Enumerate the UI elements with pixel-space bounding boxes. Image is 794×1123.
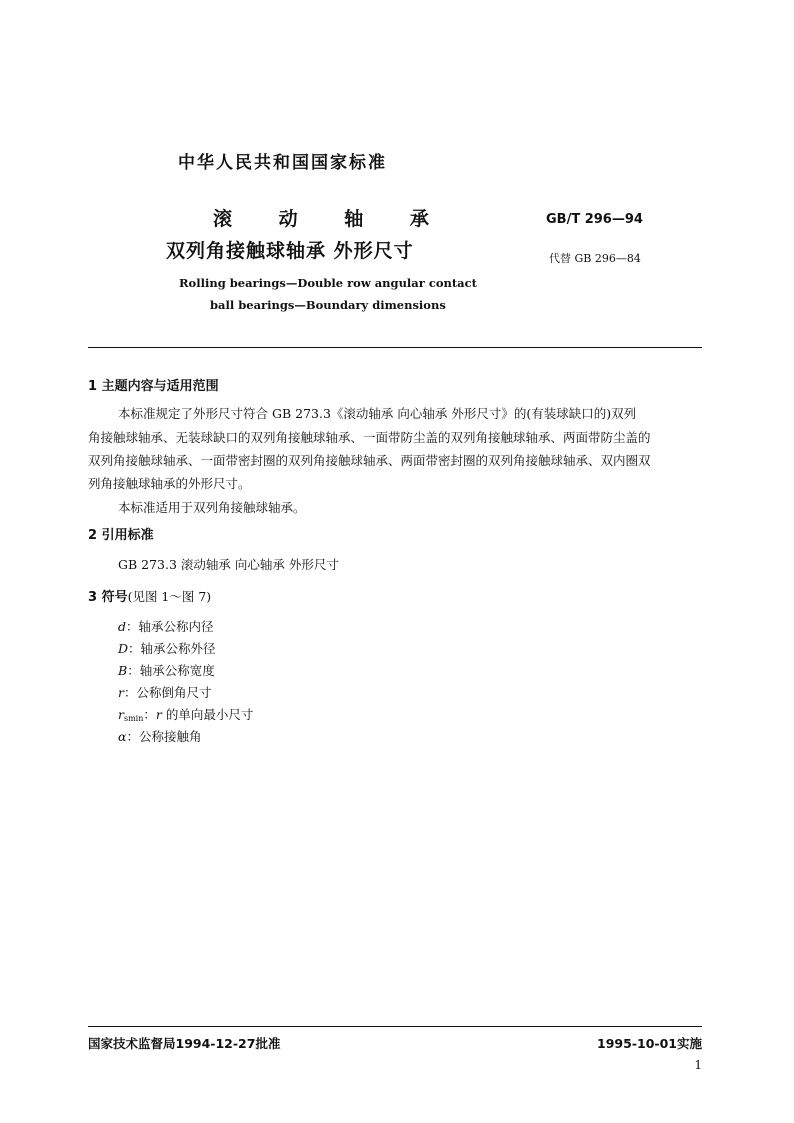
- symbol-r-smin: [118, 705, 253, 723]
- symbol-letter: B: [118, 663, 128, 678]
- english-title-line-1: Rolling bearings—Double row angular contact: [179, 276, 477, 290]
- symbol-B: [118, 661, 215, 679]
- symbol-definition: ：公称接触角: [126, 729, 202, 744]
- section-1-line-4: 列角接触球轴承的外形尺寸。: [88, 476, 251, 491]
- standard-number: GB/T 296—94: [546, 212, 643, 227]
- section-1-heading: 1 主题内容与适用范围: [88, 379, 219, 394]
- symbol-d: [118, 617, 214, 635]
- section-3-heading: [88, 586, 211, 605]
- section-3-heading-label: 3 符号: [88, 590, 128, 605]
- symbol-letter: d: [118, 619, 127, 634]
- symbol-definition: ：轴承公称宽度: [127, 663, 215, 678]
- symbol-letter: r: [118, 685, 124, 700]
- symbol-letter: D: [118, 641, 129, 656]
- symbol-letter: r: [118, 707, 124, 722]
- symbol-alpha: [118, 727, 201, 745]
- section-3-heading-note: (见图 1～图 7): [127, 589, 212, 604]
- symbol-definition: ：轴承公称内径: [126, 619, 214, 634]
- title-line-1: 滚 动 轴 承: [213, 208, 435, 230]
- section-1-line-1: 本标准规定了外形尺寸符合 GB 273.3《滚动轴承 向心轴承 外形尺寸》的(有装球缺口的)双列: [118, 406, 637, 421]
- symbol-subscript: smin: [123, 714, 144, 723]
- page-number: 1: [694, 1058, 702, 1072]
- symbol-r: [118, 683, 212, 701]
- footer-rule: [88, 1026, 702, 1027]
- section-1-line-2: 角接触球轴承、无装球缺口的双列角接触球轴承、一面带防尘盖的双列角接触球轴承、两面带防尘盖的: [88, 430, 651, 445]
- effective-date: 1995-10-01实施: [597, 1036, 702, 1051]
- english-title-line-2: ball bearings—Boundary dimensions: [210, 298, 446, 312]
- approval-date: 国家技术监督局1994-12-27批准: [88, 1036, 281, 1051]
- title-line-2: 双列角接触球轴承 外形尺寸: [166, 240, 414, 262]
- section-2-heading: 2 引用标准: [88, 528, 154, 543]
- reference-standard: GB 273.3 滚动轴承 向心轴承 外形尺寸: [118, 557, 339, 572]
- symbol-letter: α: [118, 729, 127, 744]
- symbol-D: [118, 639, 216, 657]
- replaces-note: 代替 GB 296—84: [549, 252, 641, 265]
- section-1-para-2: 本标准适用于双列角接触球轴承。: [118, 500, 306, 515]
- national-standard-title: 中华人民共和国国家标准: [178, 153, 387, 173]
- symbol-definition: ：轴承公称外径: [128, 641, 216, 656]
- header-rule: [88, 347, 702, 348]
- symbol-definition: 的单向最小尺寸: [161, 707, 254, 722]
- symbol-definition: ：公称倒角尺寸: [123, 685, 212, 700]
- symbol-colon: ：: [143, 707, 156, 722]
- section-1-line-3: 双列角接触球轴承、一面带密封圈的双列角接触球轴承、两面带密封圈的双列角接触球轴承、双内圈双: [88, 453, 651, 468]
- symbol-letter-2: r: [155, 707, 162, 722]
